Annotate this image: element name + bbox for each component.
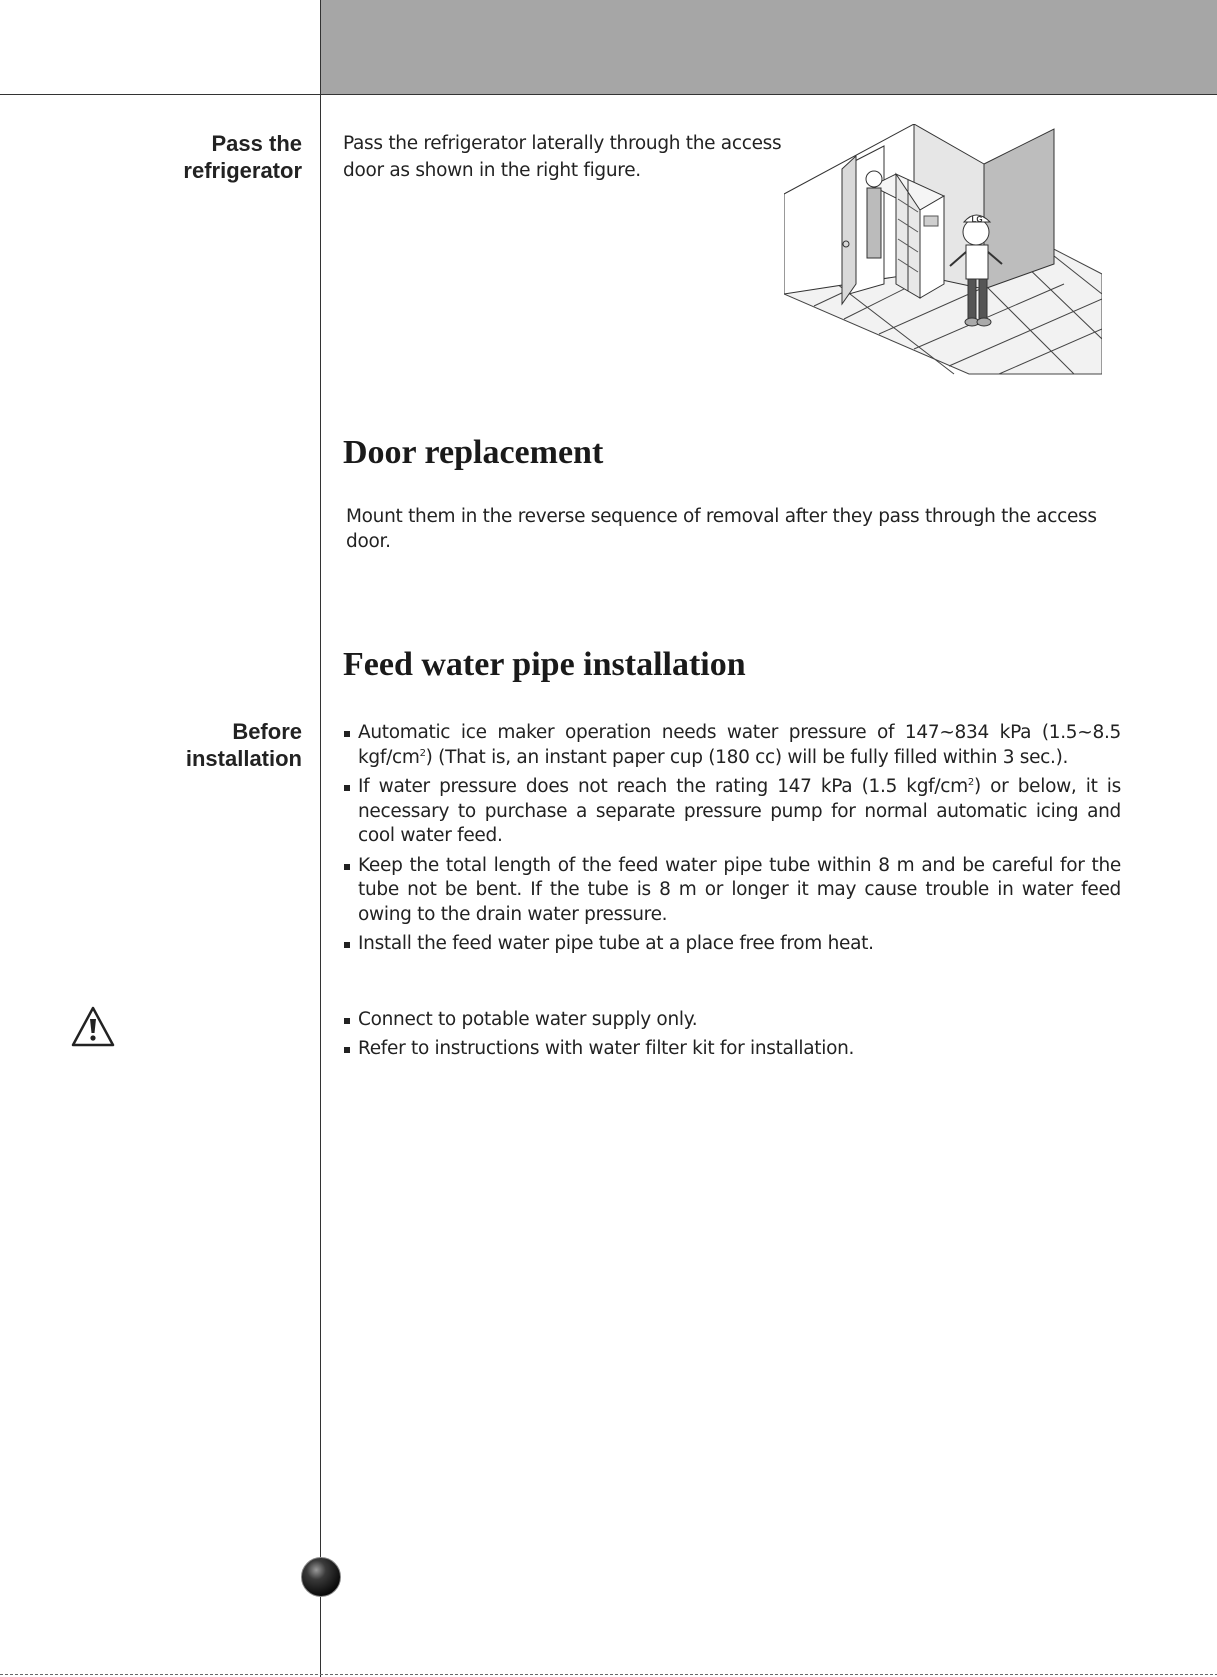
bullet-text-2a: If water pressure does not reach the rating 147 kPa (1.5 kgf/cm: [358, 776, 968, 797]
side-label-pass: [183, 130, 302, 184]
list-item: [343, 775, 1121, 849]
side-label-pass-line1: Pass the: [211, 131, 302, 156]
svg-text:LG: LG: [971, 215, 983, 224]
door-text-line1: Mount them in the reverse sequence of removal after they pass through the access: [346, 506, 1097, 527]
caution-list: [343, 1008, 1121, 1066]
page-ball-icon: [300, 1556, 342, 1598]
side-label-pass-line2: refrigerator: [183, 158, 302, 183]
feed-water-heading: Feed water pipe installation: [343, 646, 746, 683]
list-item: [343, 1008, 1121, 1033]
worker-behind: [866, 171, 882, 258]
list-item: [343, 854, 1121, 928]
caution-text-1: Connect to potable water supply only.: [358, 1009, 698, 1030]
side-label-before-line1: Before: [232, 719, 302, 744]
header-band: [321, 0, 1217, 94]
refrigerator-illustration: [784, 124, 1102, 376]
before-installation-list: [343, 721, 1121, 962]
list-item: [343, 932, 1121, 957]
bullet-square-icon: [344, 785, 350, 791]
superscript-2: 2: [419, 747, 426, 759]
door-text-line2: door.: [346, 531, 391, 552]
bottom-border: [0, 1674, 1217, 1675]
bullet-square-icon: [344, 942, 350, 948]
bullet-text-2b: ) or below, it is necessary to purchase a separate pressure pump for normal automatic icing and cool water feed.: [358, 776, 1121, 846]
pass-text-line2: door as shown in the right figure.: [343, 160, 641, 181]
margin-rule: [320, 0, 321, 1677]
list-item: [343, 721, 1121, 770]
bullet-text-1b: ) (That is, an instant paper cup (180 cc) will be fully filled within 3 sec.).: [425, 746, 1069, 768]
header-rule: [0, 94, 1217, 95]
caution-text-2: Refer to instructions with water filter kit for installation.: [358, 1037, 855, 1059]
open-door: [842, 156, 856, 304]
list-item: [343, 1037, 1121, 1062]
door-text: [346, 504, 1136, 554]
door-replacement-heading: Door replacement: [343, 434, 604, 471]
far-wall: [984, 129, 1054, 289]
bullet-square-icon: [344, 864, 350, 870]
superscript-2: 2: [967, 776, 974, 788]
bullet-square-icon: [344, 1018, 350, 1024]
bullet-square-icon: [344, 1047, 350, 1053]
warning-triangle-icon: [70, 1005, 116, 1049]
bullet-text-4: Install the feed water pipe tube at a place free from heat.: [358, 933, 874, 954]
side-label-before-line2: installation: [185, 746, 302, 771]
side-label-before: [186, 718, 302, 772]
bullet-text-3: Keep the total length of the feed water pipe tube within 8 m and be careful for the tube not be bent. If the tube is 8 m or longer it may cause trouble in water feed owing to the drain water pressure.: [358, 854, 1121, 925]
pass-text-line1: Pass the refrigerator laterally through the access: [343, 133, 782, 154]
bullet-text-1a: Automatic ice maker operation needs water pressure of 147~834 kPa (1.5~8.5 kgf/cm: [358, 722, 1121, 768]
pass-text: [343, 130, 781, 184]
bullet-square-icon: [344, 731, 350, 737]
